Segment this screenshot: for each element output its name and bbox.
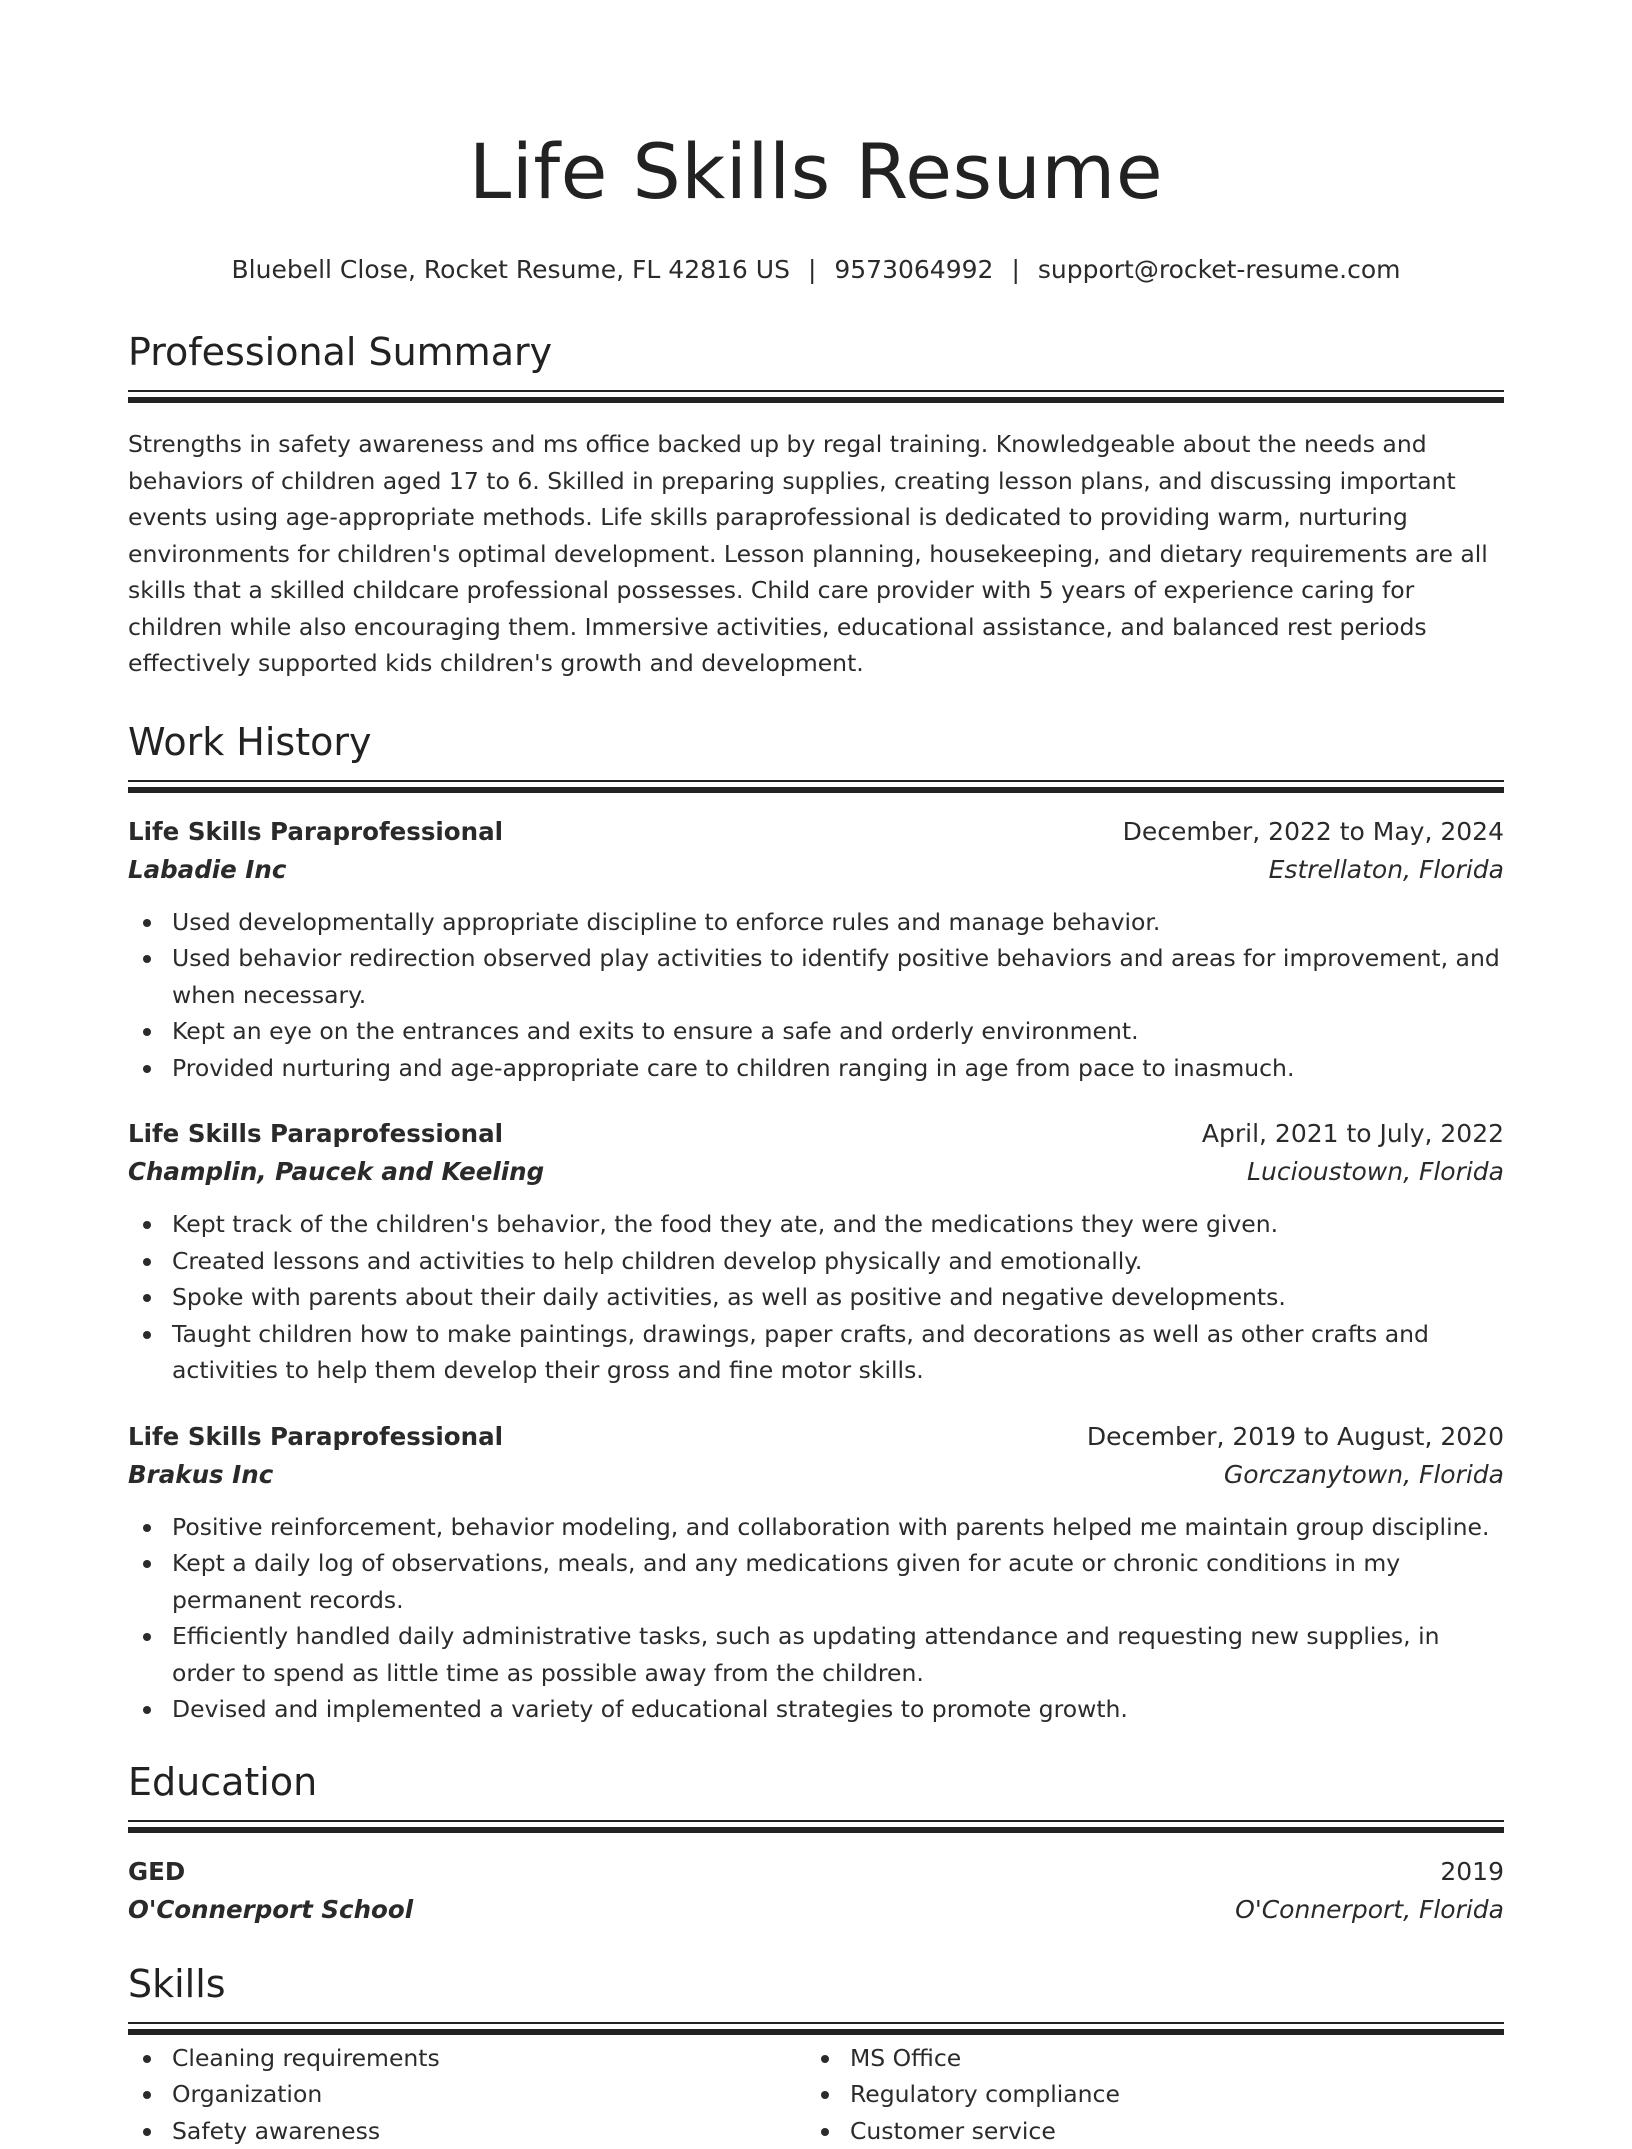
bullet-icon <box>143 955 151 963</box>
bullet-item <box>128 1279 1504 1316</box>
bullet-icon <box>821 2055 829 2063</box>
job-entry <box>128 814 1504 1087</box>
bullet-item <box>128 1691 1504 1728</box>
bullet-text: Positive reinforcement, behavior modeling, and collaboration with parents helped me maintain group discipline. <box>172 1513 1489 1541</box>
bullet-text: Kept track of the children's behavior, the food they ate, and the medications they were given. <box>172 1210 1278 1238</box>
summary-text: Strengths in safety awareness and ms office backed up by regal training. Knowledgeable about the needs and behaviors of children aged 17 to 6. Skilled in preparing supplies, creating lesson plans, and discussing important events using age-appropriate methods. Life skills paraprofessional is dedicated to providing warm, nurturing environments for children's optimal development. Lesson planning, housekeeping, and dietary requirements are all skills that a skilled childcare professional possesses. Child care provider with 5 years of experience caring for children while also encouraging them. Immersive activities, educational assistance, and balanced rest periods effectively supported kids children's growth and development. <box>128 426 1504 682</box>
skills-section <box>128 1960 1504 2149</box>
bullet-icon <box>143 2091 151 2099</box>
bullet-icon <box>143 1524 151 1532</box>
bullet-icon <box>821 2128 829 2136</box>
contact-separator: | <box>1011 254 1019 286</box>
resume-page <box>128 0 1504 2149</box>
education-school: O'Connerport School <box>128 1890 413 1930</box>
job-dates: April, 2021 to July, 2022 <box>1202 1116 1504 1152</box>
bullet-icon <box>143 1294 151 1302</box>
skill-item <box>128 2113 806 2149</box>
job-title: Life Skills Paraprofessional <box>128 814 503 850</box>
skill-text: MS Office <box>850 2044 961 2072</box>
section-divider <box>128 390 1504 392</box>
education-year: 2019 <box>1440 1854 1504 1890</box>
skill-item <box>128 2040 806 2077</box>
work-history-section <box>128 718 1504 1728</box>
skills-column-right <box>806 2040 1484 2149</box>
job-location: Gorczanytown, Florida <box>1224 1455 1504 1495</box>
education-section <box>128 1758 1504 1930</box>
job-entry <box>128 1419 1504 1728</box>
education-location: O'Connerport, Florida <box>1235 1890 1504 1930</box>
bullet-text: Used behavior redirection observed play activities to identify positive behaviors and areas for improvement, and when necessary. <box>172 944 1500 1009</box>
section-title-skills: Skills <box>128 1960 1504 2008</box>
job-dates: December, 2019 to August, 2020 <box>1087 1419 1504 1455</box>
bullet-icon <box>143 919 151 927</box>
job-dates: December, 2022 to May, 2024 <box>1123 814 1504 850</box>
bullet-text: Taught children how to make paintings, drawings, paper crafts, and decorations as well as other crafts and activities to help them develop their gross and fine motor skills. <box>172 1320 1429 1385</box>
bullet-text: Devised and implemented a variety of educational strategies to promote growth. <box>172 1695 1128 1723</box>
bullet-text: Kept an eye on the entrances and exits to ensure a safe and orderly environment. <box>172 1017 1139 1045</box>
job-company: Champlin, Paucek and Keeling <box>128 1152 544 1192</box>
skill-item <box>806 2076 1484 2113</box>
section-title-education: Education <box>128 1758 1504 1806</box>
bullet-icon <box>143 1331 151 1339</box>
job-title: Life Skills Paraprofessional <box>128 1419 503 1455</box>
job-company: Labadie Inc <box>128 850 286 890</box>
skill-text: Customer service <box>850 2117 1056 2145</box>
bullet-item <box>128 1206 1504 1243</box>
bullet-item <box>128 1618 1504 1691</box>
section-divider <box>128 780 1504 782</box>
section-title-summary: Professional Summary <box>128 328 1504 376</box>
job-bullets <box>128 1509 1504 1728</box>
contact-email[interactable]: support@rocket-resume.com <box>1038 255 1401 284</box>
education-degree: GED <box>128 1854 185 1890</box>
education-entry <box>128 1854 1504 1930</box>
skill-item <box>806 2040 1484 2077</box>
bullet-icon <box>143 1258 151 1266</box>
job-bullets <box>128 904 1504 1087</box>
bullet-text: Provided nurturing and age-appropriate care to children ranging in age from pace to inasmuch. <box>172 1054 1294 1082</box>
bullet-text: Created lessons and activities to help children develop physically and emotionally. <box>172 1247 1142 1275</box>
skill-text: Organization <box>172 2080 322 2108</box>
skills-column-left <box>128 2040 806 2149</box>
contact-address: Bluebell Close, Rocket Resume, FL 42816 US <box>232 255 790 284</box>
bullet-icon <box>143 2128 151 2136</box>
contact-line <box>128 254 1504 286</box>
bullet-item <box>128 904 1504 941</box>
bullet-item <box>128 1243 1504 1280</box>
bullet-icon <box>143 1028 151 1036</box>
job-location: Lucioustown, Florida <box>1247 1152 1504 1192</box>
bullet-icon <box>143 1065 151 1073</box>
summary-section <box>128 328 1504 682</box>
bullet-icon <box>821 2091 829 2099</box>
bullet-item <box>128 1545 1504 1618</box>
bullet-item <box>128 940 1504 1013</box>
bullet-text: Used developmentally appropriate discipline to enforce rules and manage behavior. <box>172 908 1160 936</box>
job-company: Brakus Inc <box>128 1455 273 1495</box>
bullet-icon <box>143 2055 151 2063</box>
bullet-item <box>128 1013 1504 1050</box>
bullet-text: Kept a daily log of observations, meals, and any medications given for acute or chronic conditions in my permanent records. <box>172 1549 1400 1614</box>
job-bullets <box>128 1206 1504 1389</box>
bullet-icon <box>143 1221 151 1229</box>
section-divider <box>128 2022 1504 2024</box>
skills-grid <box>128 2040 1504 2149</box>
bullet-item <box>128 1509 1504 1546</box>
bullet-item <box>128 1050 1504 1087</box>
contact-phone: 9573064992 <box>834 255 993 284</box>
bullet-text: Efficiently handled daily administrative tasks, such as updating attendance and requesting new supplies, in order to spend as little time as possible away from the children. <box>172 1622 1440 1687</box>
bullet-item <box>128 1316 1504 1389</box>
resume-title: Life Skills Resume <box>128 124 1504 220</box>
contact-separator: | <box>808 254 816 286</box>
bullet-text: Spoke with parents about their daily activities, as well as positive and negative developments. <box>172 1283 1286 1311</box>
section-title-work-history: Work History <box>128 718 1504 766</box>
job-location: Estrellaton, Florida <box>1269 850 1504 890</box>
bullet-icon <box>143 1633 151 1641</box>
skill-text: Cleaning requirements <box>172 2044 440 2072</box>
bullet-icon <box>143 1706 151 1714</box>
skill-item <box>806 2113 1484 2149</box>
job-title: Life Skills Paraprofessional <box>128 1116 503 1152</box>
section-divider <box>128 1820 1504 1822</box>
skill-text: Regulatory compliance <box>850 2080 1120 2108</box>
skill-item <box>128 2076 806 2113</box>
job-entry <box>128 1116 1504 1389</box>
skill-text: Safety awareness <box>172 2117 380 2145</box>
bullet-icon <box>143 1560 151 1568</box>
